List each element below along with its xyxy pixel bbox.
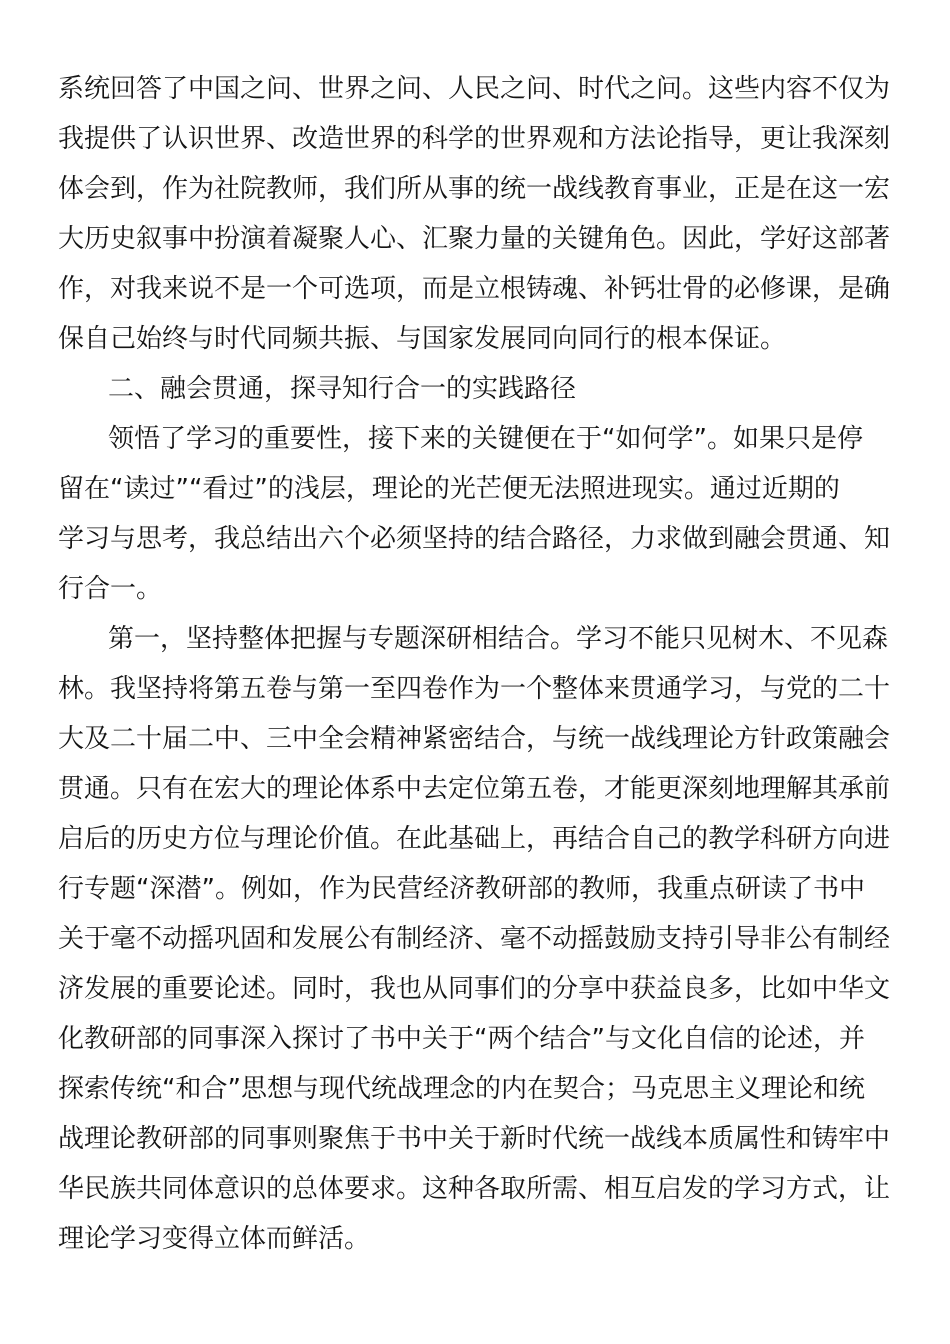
text-line: 保自己始终与时代同频共振、与国家发展同向同行的根本保证。 [58, 324, 787, 354]
section-heading: 二、融会贯通，探寻知行合一的实践路径 [108, 374, 577, 404]
text-line: 第一，坚持整体把握与专题深研相结合。学习不能只见树木、不见森 [108, 624, 889, 654]
text-line: 系统回答了中国之问、世界之问、人民之问、时代之问。这些内容不仅为 [58, 74, 891, 104]
text-line: 留在“读过”“看过”的浅层，理论的光芒便无法照进现实。通过近期的 [58, 474, 840, 504]
text-line: 贯通。只有在宏大的理论体系中去定位第五卷，才能更深刻地理解其承前 [58, 774, 891, 804]
text-line: 大及二十届二中、三中全会精神紧密结合，与统一战线理论方针政策融会 [58, 724, 891, 754]
text-line: 作，对我来说不是一个可选项，而是立根铸魂、补钙壮骨的必修课，是确 [58, 274, 891, 304]
text-line: 关于毫不动摇巩固和发展公有制经济、毫不动摇鼓励支持引导非公有制经 [58, 924, 891, 954]
text-line: 理论学习变得立体而鲜活。 [58, 1224, 371, 1254]
text-line: 我提供了认识世界、改造世界的科学的世界观和方法论指导，更让我深刻 [58, 124, 891, 154]
text-line: 学习与思考，我总结出六个必须坚持的结合路径，力求做到融会贯通、知 [58, 524, 891, 554]
text-line: 林。我坚持将第五卷与第一至四卷作为一个整体来贯通学习，与党的二十 [58, 674, 891, 704]
text-line: 化教研部的同事深入探讨了书中关于“两个结合”与文化自信的论述，并 [58, 1024, 865, 1054]
text-line: 体会到，作为社院教师，我们所从事的统一战线教育事业，正是在这一宏 [58, 174, 891, 204]
text-line: 行合一。 [58, 574, 163, 604]
text-line: 启后的历史方位与理论价值。在此基础上，再结合自己的教学科研方向进 [58, 824, 891, 854]
text-line: 领悟了学习的重要性，接下来的关键便在于“如何学”。如果只是停 [108, 424, 863, 454]
text-line: 华民族共同体意识的总体要求。这种各取所需、相互启发的学习方式，让 [58, 1174, 891, 1204]
text-line: 行专题“深潜”。例如，作为民营经济教研部的教师，我重点研读了书中 [58, 874, 865, 904]
text-line: 大历史叙事中扮演着凝聚人心、汇聚力量的关键角色。因此，学好这部著 [58, 224, 891, 254]
body-text [58, 64, 891, 1264]
text-line: 探索传统“和合”思想与现代统战理念的内在契合；马克思主义理论和统 [58, 1074, 865, 1104]
text-line: 济发展的重要论述。同时，我也从同事们的分享中获益良多，比如中华文 [58, 974, 891, 1004]
text-line: 战理论教研部的同事则聚焦于书中关于新时代统一战线本质属性和铸牢中 [58, 1124, 891, 1154]
